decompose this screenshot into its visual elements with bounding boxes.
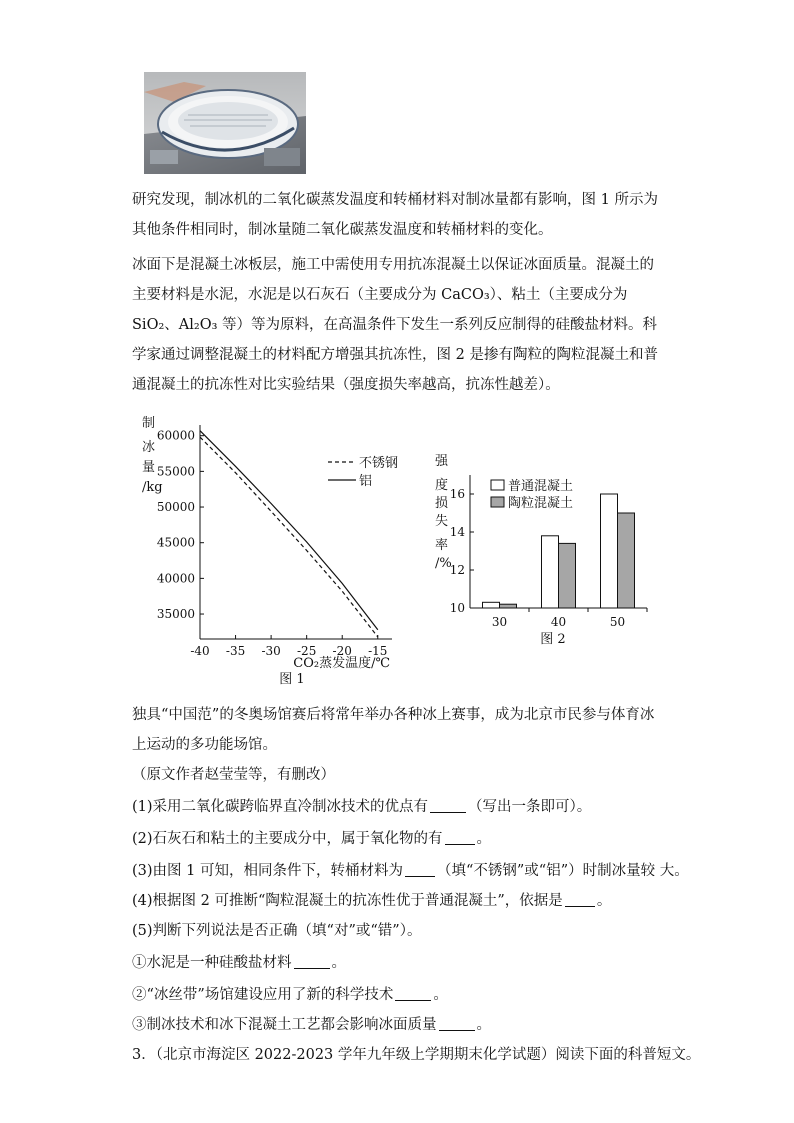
y-axis-label: 冰	[142, 440, 156, 455]
question-2: (2)石灰石和粘土的主要成分中，属于氧化物的有 。	[132, 831, 492, 847]
y-axis-label: 损	[435, 496, 449, 511]
x-tick-label: -20	[332, 644, 352, 658]
x-tick-label: 30	[491, 615, 508, 629]
bar-ordinary-40	[542, 536, 559, 608]
x-axis-label: CO₂蒸发温度/℃	[293, 656, 390, 671]
source-note: （原文作者赵莹莹等，有删改）	[132, 767, 335, 783]
y-axis-label: 失	[435, 514, 449, 529]
y-axis-label: 强	[435, 454, 449, 469]
legend-label: 铝	[359, 474, 373, 489]
y-tick-label: 14	[449, 525, 465, 539]
x-tick-label: 50	[609, 615, 626, 629]
y-tick-label: 16	[449, 487, 465, 501]
y-axis-label: 率	[435, 538, 449, 553]
answer-blank-2[interactable]	[445, 830, 475, 845]
question-5: (5)判断下列说法是否正确（填“对”或“错”）。	[132, 923, 422, 939]
x-tick-label: -40	[190, 644, 210, 658]
answer-blank-3[interactable]	[405, 862, 435, 877]
x-tick-label: 40	[550, 615, 567, 629]
answer-blank-5-2[interactable]	[395, 986, 431, 1001]
statement-3: ③制冰技术和冰下混凝土工艺都会影响冰面质量 。	[132, 1017, 491, 1033]
y-tick-label: 50000	[156, 500, 195, 515]
y-tick-label: 60000	[156, 428, 195, 443]
legend-label: 陶粒混凝土	[508, 496, 574, 511]
stadium-paragraph: 独具“中国范”的冬奥场馆赛后将常年举办各种冰上赛事，成为北京市民参与体育冰上运动的多功能场馆。	[132, 707, 655, 753]
x-tick-label: -15	[368, 644, 388, 658]
answer-blank-5-1[interactable]	[294, 954, 330, 969]
legend-label: 普通混凝土	[508, 479, 574, 494]
y-axis-label: 制	[142, 416, 156, 431]
question-4: (4)根据图 2 可推断“陶粒混凝土的抗冻性优于普通混凝土”，依据是 。	[132, 893, 612, 909]
statement-1: ①水泥是一种硅酸盐材料 。	[132, 955, 346, 971]
bar-ordinary-50	[601, 494, 618, 608]
y-axis-label: /%	[435, 556, 452, 571]
stadium-photo	[144, 72, 306, 174]
y-tick-label: 40000	[156, 571, 195, 586]
x-tick-label: -35	[225, 644, 246, 658]
y-axis-label: /kg	[142, 480, 163, 495]
y-tick-label: 35000	[156, 607, 195, 622]
legend-swatch	[491, 497, 504, 507]
bar-ceramsite-40	[559, 543, 576, 608]
legend-label: 不锈钢	[359, 456, 399, 471]
x-tick-label: -25	[297, 644, 317, 658]
y-tick-label: 55000	[156, 464, 195, 479]
answer-blank-5-3[interactable]	[439, 1016, 475, 1031]
statement-2: ②“冰丝带”场馆建设应用了新的科学技术 。	[132, 987, 448, 1003]
series-line-stainless-steel	[200, 437, 378, 637]
y-axis-label: 度	[435, 478, 449, 493]
figure-1-line-chart	[130, 405, 430, 690]
concrete-paragraph: 冰面下是混凝土冰板层，施工中需使用专用抗冻混凝土以保证冰面质量。混凝土的主要材料是水泥，水泥是以石灰石（主要成分为 CaCO₃）、粘土（主要成分为 SiO₂、Al₂O₃ 等）等为原料，在高温条件下发生一系列反应制得的硅酸盐材料。科学家通过调整混凝土的材料配方增强其抗冻性，图 2 是掺有陶粒的陶粒混凝土和普通混凝土的抗冻性对比实验结果（强度损失率越高，抗冻性越差）。	[132, 257, 658, 393]
next-question-heading: 3．（北京市海淀区 2022-2023 学年九年级上学期期末化学试题）阅读下面的科普短文。	[132, 1047, 701, 1063]
legend-swatch	[491, 480, 504, 490]
bar-ceramsite-50	[618, 513, 635, 608]
question-3: (3)由图 1 可知，相同条件下，转桶材料为 （填“不锈钢”或“铝”）时制冰量较 大。	[132, 863, 689, 879]
y-tick-label: 45000	[156, 535, 195, 550]
figure-caption: 图 2	[540, 632, 566, 647]
figure-caption: 图 1	[279, 672, 305, 687]
figure-2-bar-chart	[425, 445, 665, 655]
question-1: (1)采用二氧化碳跨临界直冷制冰技术的优点有 （写出一条即可）。	[132, 799, 592, 815]
intro-paragraph: 研究发现，制冰机的二氧化碳蒸发温度和转桶材料对制冰量都有影响，图 1 所示为其他条件相同时，制冰量随二氧化碳蒸发温度和转桶材料的变化。	[132, 192, 658, 238]
bar-ordinary-30	[483, 602, 500, 608]
y-tick-label: 10	[449, 601, 465, 615]
bar-ceramsite-30	[500, 604, 517, 608]
y-tick-label: 12	[449, 563, 465, 577]
y-axis-label: 量	[142, 460, 156, 475]
answer-blank-4[interactable]	[565, 892, 595, 907]
answer-blank-1[interactable]	[430, 798, 466, 813]
x-tick-label: -30	[261, 644, 281, 658]
